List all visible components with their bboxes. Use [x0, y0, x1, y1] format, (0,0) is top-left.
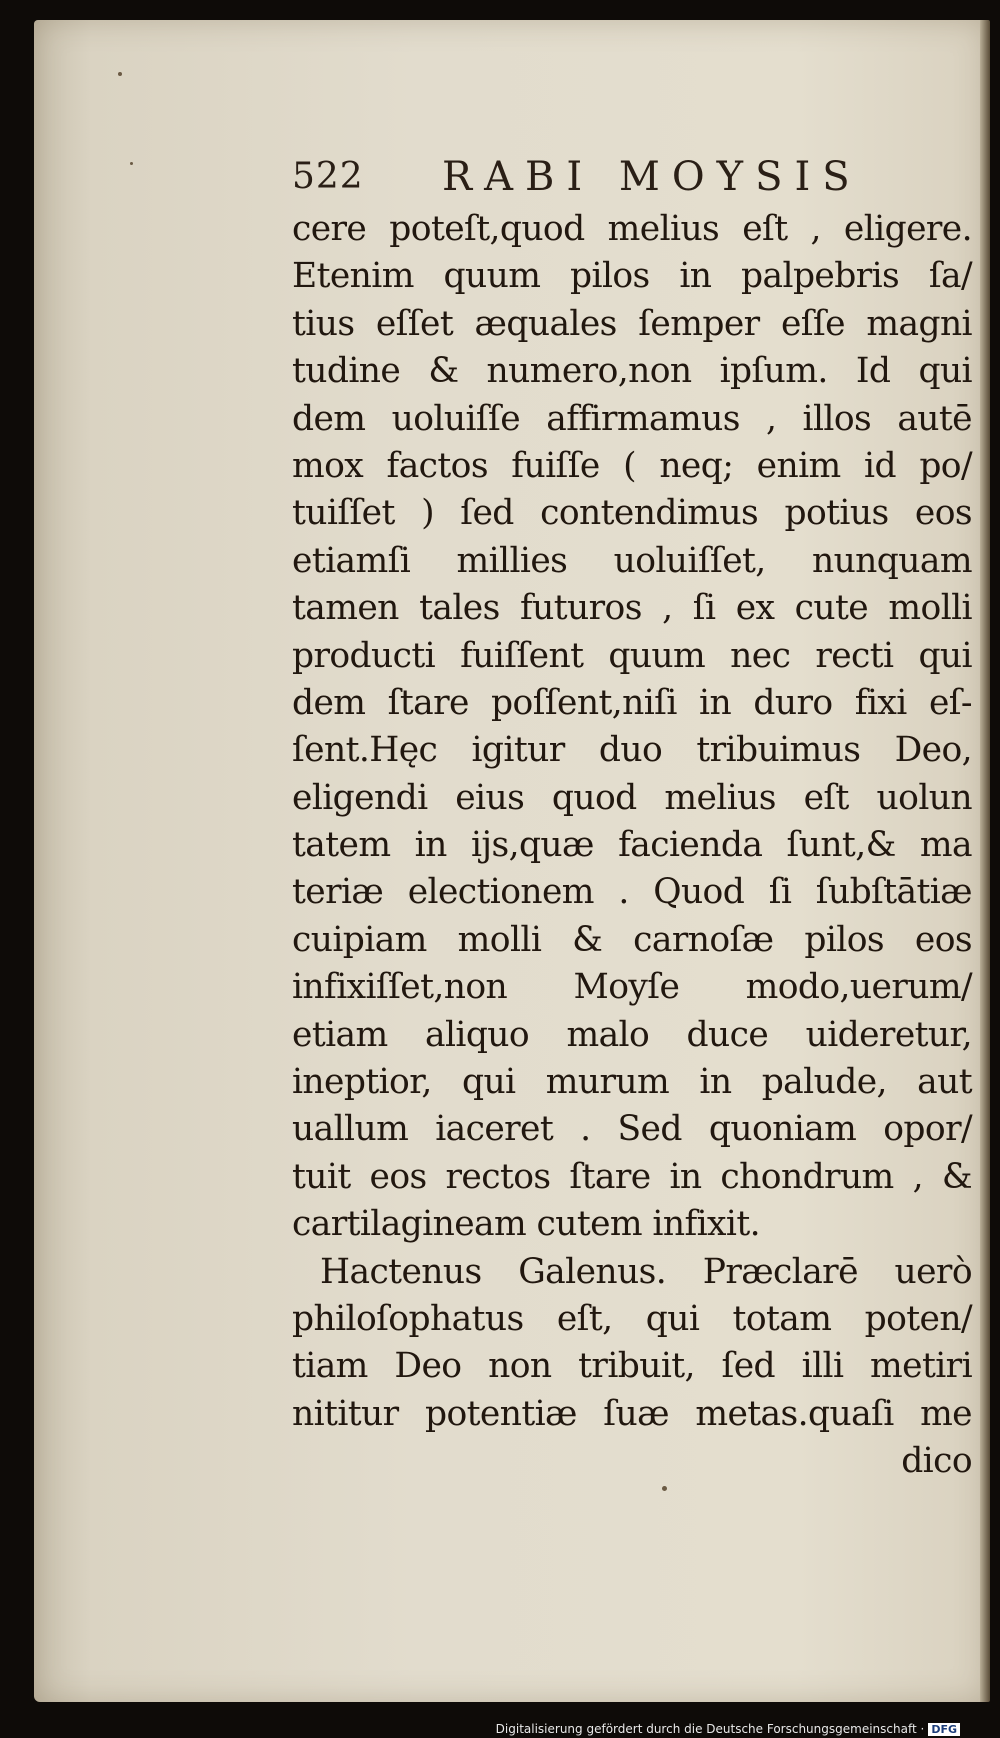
text-line: uallum iaceret . Sed quoniam opor/ — [292, 1109, 972, 1150]
text-line: etiam aliquo malo duce uideretur, — [292, 1014, 972, 1055]
text-line: etiamſi millies uoluiſſet, nunquam — [292, 540, 972, 581]
text-line: Hactenus Galenus. Præclarē uerò — [320, 1251, 972, 1292]
book-page — [34, 20, 986, 1702]
text-line: tius eſſet æquales ſemper eſſe magni — [292, 303, 972, 344]
ink-speck — [662, 1486, 667, 1491]
ink-speck — [118, 72, 122, 76]
page-number: 522 — [292, 156, 364, 197]
credit-text: Digitalisierung gefördert durch die Deutsche Forschungsgemeinschaft · — [495, 1722, 925, 1736]
ink-speck — [130, 162, 133, 165]
running-head: RABI MOYSIS — [442, 154, 862, 200]
text-line: nititur potentiæ ſuæ metas.quaſi me — [292, 1393, 972, 1434]
text-line: cuipiam molli & carnoſæ pilos eos — [292, 919, 972, 960]
text-line: tudine & numero,non ipſum. Id qui — [292, 351, 972, 392]
digitization-credit — [496, 1722, 960, 1736]
text-line: tuiſſet ) ſed contendimus potius eos — [292, 493, 972, 534]
text-line: tiam Deo non tribuit, ſed illi metiri — [292, 1346, 972, 1387]
text-line: tamen tales futuros , ſi ex cute molli — [292, 588, 972, 629]
text-line: producti fuiſſent quum nec recti qui — [292, 635, 972, 676]
text-block — [292, 206, 972, 1486]
text-line: cere poteſt,quod melius eſt , eligere. — [292, 209, 972, 249]
catchword: dico — [901, 1441, 972, 1482]
dfg-logo: DFG — [928, 1723, 960, 1736]
text-line: tuit eos rectos ſtare in chondrum , & — [292, 1156, 972, 1197]
text-line: tatem in ijs,quæ facienda ſunt,& ma — [292, 825, 972, 866]
text-line: teriæ electionem . Quod ſi ſubſtātiæ — [292, 872, 972, 913]
text-line: Etenim quum pilos in palpebris ſa/ — [292, 256, 972, 297]
text-line: dem uoluiſſe affirmamus , illos autē — [292, 398, 972, 439]
text-line: philoſophatus eſt, qui totam poten/ — [292, 1298, 972, 1339]
text-line: eligendi eius quod melius eſt uolun — [292, 777, 972, 818]
text-line: infixiſſet,non Moyſe modo,uerum/ — [292, 967, 972, 1008]
text-line: ſent.Hęc igitur duo tribuimus Deo, — [292, 730, 972, 771]
text-line: dem ſtare poſſent,niſi in duro fixi eſ- — [292, 682, 972, 723]
text-line: cartilagineam cutem infixit. — [292, 1204, 760, 1245]
text-line: mox factos fuiſſe ( neq; enim id po/ — [292, 445, 972, 486]
page-header — [292, 152, 952, 202]
text-line: ineptior, qui murum in palude, aut — [292, 1062, 972, 1103]
